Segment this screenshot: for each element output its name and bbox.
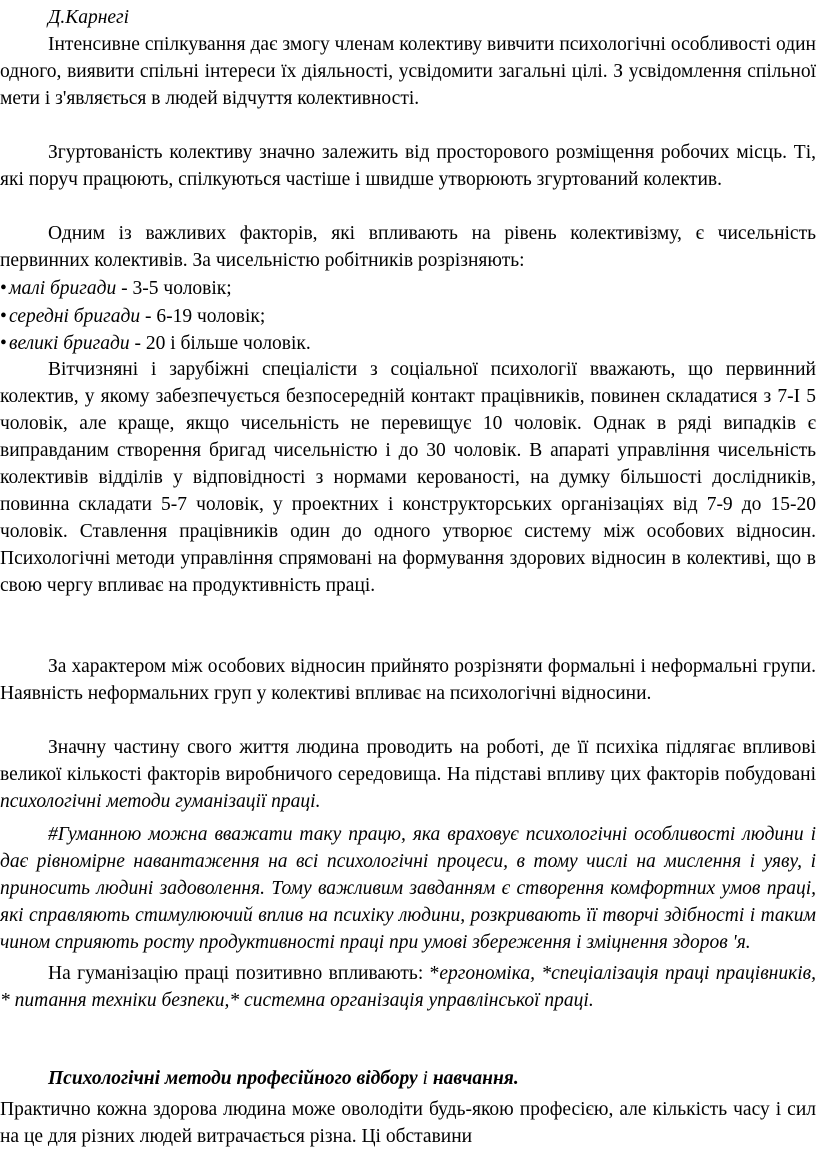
paragraph-8-text: На гуманізацію праці позитивно впливають: * (48, 963, 440, 984)
list-item (0, 330, 816, 358)
header-author: Д.Карнегі (48, 7, 130, 28)
section-heading (48, 1068, 519, 1090)
paragraph-3: Одним із важливих факторів, які впливають на рівень колективізму, є чисельність первинних колективів. За чисельністю робітників розрізняють: (0, 223, 816, 271)
heading-part: і (417, 1068, 433, 1089)
paragraph-7: #Гуманною можна вважати таку працю, яка враховує психологічні особливості людини і дає рівномірне навантаження на всі психологічні процеси, в тому числі на мислення і уяву, і приносить людині задоволення. Тому важливим завданням є створення комфортних умов праці, які справляють стимулюючий вплив на психіку людини, розкривають її творчі здібності і таким чином сприяють росту продуктивності праці при умові збереження і зміцнення здоров 'я. (0, 824, 816, 953)
paragraph-6-text: Значну частину свого життя людина проводить на роботі, де її психіка підлягає впливові великої кількості факторів виробничого середовища. На підставі впливу цих факторів побудовані (0, 737, 816, 785)
bullet-mark: • (0, 333, 7, 354)
paragraph-6-emphasis: психологічні методи гуманізації праці. (0, 791, 321, 812)
list-item-text: - 6-19 чоловік; (140, 305, 266, 327)
paragraph-9: Практично кожна здорова людина може оволодіти будь-якою професією, але кількість часу і сил на це для різних людей витрачається різна. Ці обставини (0, 1099, 816, 1147)
list-item (0, 303, 816, 331)
list-item-term: малі бригади (9, 278, 117, 299)
paragraph-5: За характером між особових відносин прийнято розрізняти формальні і неформальні групи. Наявність неформальних груп у колективі впливає на психологічні відносини. (0, 656, 816, 704)
list-item (0, 275, 816, 303)
list-item-term: середні бригади (9, 305, 141, 327)
paragraph-2: Згуртованість колективу значно залежить від просторового розміщення робочих місць. Ті, які поруч працюють, спілкуються частіше і швидше утворюють згуртований колектив. (0, 142, 816, 190)
paragraph-8 (0, 960, 816, 1014)
paragraph-8-emphasis: ергономіка, *спеціалізація праці працівників, * питання техніки безпеки,* системна організація управлінської праці. (0, 963, 816, 1011)
list-item-text: - 20 і більше чоловік. (129, 333, 311, 354)
brigade-size-list (0, 275, 816, 358)
bullet-mark: • (0, 305, 7, 327)
bullet-mark: • (0, 278, 7, 299)
heading-part: навчання. (432, 1068, 519, 1089)
paragraph-1: Інтенсивне спілкування дає змогу членам колективу вивчити психологічні особливості один одного, виявити спільні інтереси їх діяльності, усвідомити загальні цілі. З усвідомлення спільної мети і з'являється в людей відчуття колективності. (0, 34, 816, 109)
list-item-text: - 3-5 чоловік; (116, 278, 232, 299)
list-item-term: великі бригади (9, 333, 130, 354)
paragraph-6 (0, 734, 816, 815)
paragraph-4: Вітчизняні і зарубіжні спеціалісти з соціальної психології вважають, що первинний колектив, у якому забезпечується безпосередній контакт працівників, повинен складатися з 7-І 5 чоловік, але краще, якщо чисельність не перевищує 10 чоловік. Однак в ряді випадків є виправданим створення бригад чисельністю і до 30 чоловік. В апараті управління чисельність колективів відділів у відповідності з нормами керованості, на думку більшості дослідників, повинна складати 5-7 чоловік, у проектних і конструкторських організаціях від 7-9 до 15-20 чоловік. Ставлення працівників один до одного утворює систему між особових відносин. Психологічні методи управління спрямовані на формування здорових відносин в колективі, що в свою чергу впливає на продуктивність праці. (0, 359, 816, 596)
heading-part: Психологічні методи професійного відбору (48, 1068, 418, 1089)
